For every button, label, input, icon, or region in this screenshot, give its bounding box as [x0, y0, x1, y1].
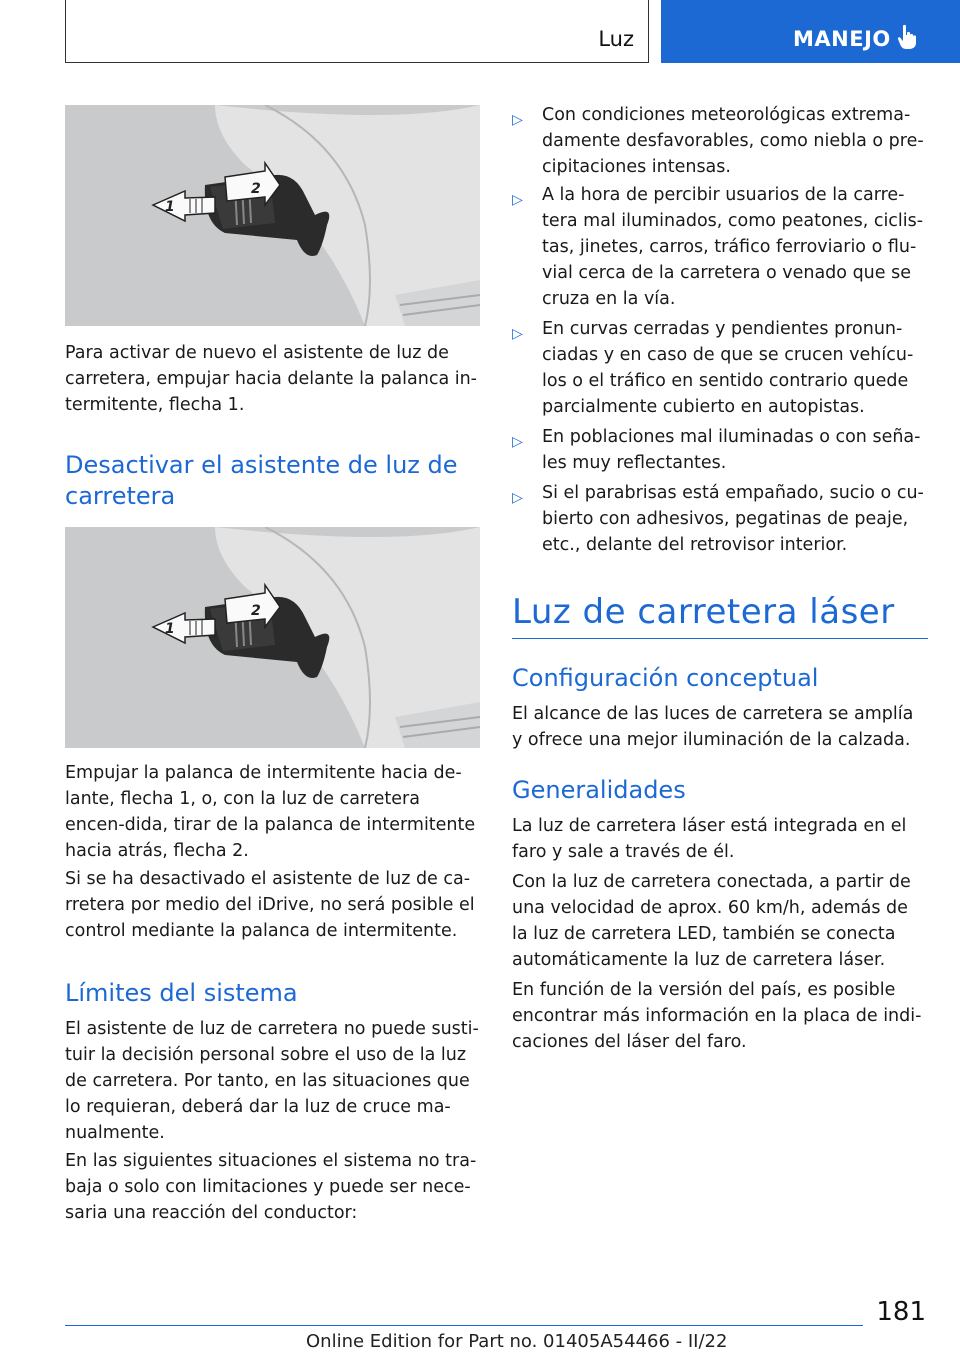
paragraph-idrive: Si se ha desactivado el asistente de luz de ca-rretera por medio del iDrive, no será posible el control mediante la palanca de intermitente. — [65, 869, 475, 941]
paragraph-general-2: Con la luz de carretera conectada, a partir de una velocidad de aprox. 60 km/h, además de la luz de carretera LED, también se conecta automáticamente la luz de carretera láser. — [512, 872, 911, 970]
svg-text:1: 1 — [165, 621, 175, 637]
lever-figure-activate — [65, 105, 480, 326]
list-item — [512, 316, 926, 420]
heading-general: Generalidades — [512, 776, 686, 804]
header-frame — [65, 0, 649, 63]
heading-rule — [512, 638, 928, 639]
heading-deactivate — [65, 450, 480, 512]
list-item-text: En curvas cerradas y pendientes pronun-ciadas y en caso de que se crucen vehícu-los o el tráfico en sentido contrario quede parcialmente cubierto en autopistas. — [542, 319, 914, 417]
chapter-label: MANEJO — [793, 27, 891, 51]
section-title: Luz — [598, 27, 634, 51]
paragraph-general-3: En función de la versión del país, es posible encontrar más información en la placa de indi-caciones del láser del faro. — [512, 980, 922, 1052]
list-item-text: Con condiciones meteorológicas extrema-damente desfavorables, como niebla o pre-cipitaciones intensas. — [542, 105, 924, 177]
paragraph-concept: El alcance de las luces de carretera se amplía y ofrece una mejor iluminación de la calzada. — [512, 704, 914, 750]
bullet-triangle-icon: ▷ — [512, 490, 523, 506]
footer-edition: Online Edition for Part no. 01405A54466 - II/22 — [306, 1331, 728, 1352]
heading-limits: Límites del sistema — [65, 979, 298, 1007]
bullet-triangle-icon: ▷ — [512, 112, 523, 128]
list-item — [512, 182, 926, 312]
chapter-tab[interactable] — [661, 0, 960, 63]
caption-deactivate: Empujar la palanca de intermitente hacia de-lante, flecha 1, o, con la luz de carretera encen-dida, tirar de la palanca de intermitente hacia atrás, flecha 2. — [65, 763, 476, 861]
paragraph-limits-1: El asistente de luz de carretera no puede susti-tuir la decisión personal sobre el uso de la luz de carretera. Por tanto, en las situaciones que lo requieran, deberá dar la luz de cruce ma-nualmente. — [65, 1019, 479, 1143]
bullet-triangle-icon: ▷ — [512, 434, 523, 450]
svg-text:2: 2 — [251, 181, 261, 197]
paragraph-limits-2: En las siguientes situaciones el sistema no tra-baja o solo con limitaciones y puede ser nece-saria una reacción del conductor: — [65, 1151, 477, 1223]
bullet-triangle-icon: ▷ — [512, 326, 523, 342]
footer-rule — [65, 1325, 863, 1326]
turn-signal-lever-illustration — [65, 105, 480, 326]
svg-text:2: 2 — [251, 603, 261, 619]
turn-signal-lever-illustration-2 — [65, 527, 480, 748]
svg-text:1: 1 — [165, 199, 175, 215]
heading-laser: Luz de carretera láser — [512, 592, 895, 632]
list-item — [512, 480, 926, 558]
heading-concept: Configuración conceptual — [512, 664, 819, 692]
list-item-text: En poblaciones mal iluminadas o con seña-les muy reflectantes. — [542, 427, 921, 473]
list-item-text: A la hora de percibir usuarios de la carre-tera mal iluminados, como peatones, ciclis-tas, jinetes, carros, tráfico ferroviario o flu-vial cerca de la carretera o venado que se cruza en la vía. — [542, 185, 924, 309]
lever-figure-deactivate — [65, 527, 480, 748]
page-number: 181 — [876, 1297, 926, 1327]
heading-deactivate-line2: carretera — [65, 482, 176, 510]
bullet-triangle-icon: ▷ — [512, 192, 523, 208]
caption-activate: Para activar de nuevo el asistente de luz de carretera, empujar hacia delante la palanca in-termitente, flecha 1. — [65, 343, 478, 415]
paragraph-general-1: La luz de carretera láser está integrada en el faro y sale a través de él. — [512, 816, 907, 862]
heading-deactivate-line1: Desactivar el asistente de luz de — [65, 451, 458, 479]
pointing-hand-icon — [897, 24, 919, 54]
list-item — [512, 424, 926, 476]
list-item-text: Si el parabrisas está empañado, sucio o cu-bierto con adhesivos, pegatinas de peaje, etc., delante del retrovisor interior. — [542, 483, 924, 555]
list-item — [512, 102, 926, 180]
